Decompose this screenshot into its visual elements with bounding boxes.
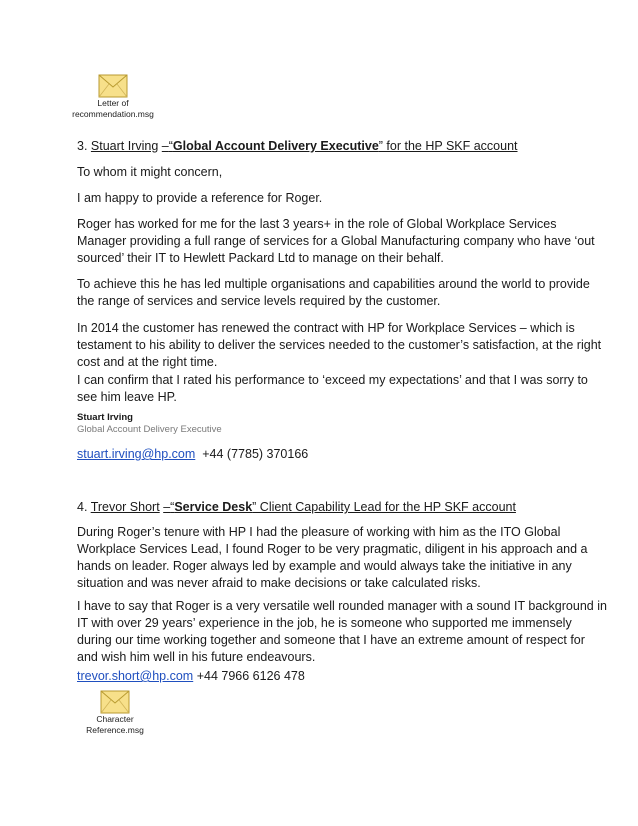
text-line: I have to say that Roger is a very versatile well rounded manager with a sound IT background in — [77, 599, 607, 613]
signature-name: Stuart Irving — [77, 412, 133, 423]
section-number: 4. — [77, 500, 88, 514]
referee-name: Stuart Irving — [90, 139, 159, 153]
heading-quote: “ — [170, 500, 175, 514]
salutation: To whom it might concern, — [77, 165, 223, 179]
referee-role-rest: ” Client Capability Lead for the HP SKF account — [252, 500, 516, 514]
contact-line — [77, 446, 308, 462]
text-line: IT with over 29 years’ experience in the job, he is someone who supported me immensely — [77, 616, 572, 630]
heading-dash: – — [161, 139, 169, 153]
paragraph — [77, 372, 588, 406]
attachment-label-line1: Letter of — [97, 98, 129, 108]
text-line: cost and at the right time. — [77, 355, 218, 369]
text-line: situation and was never afraid to make decisions or take calculated risks. — [77, 576, 481, 590]
text-line: Roger has worked for me for the last 3 years+ in the role of Global Workplace Services — [77, 217, 557, 231]
attachment-label-line2: Reference.msg — [86, 724, 144, 735]
section-3-heading — [77, 138, 518, 154]
section-number: 3. — [77, 139, 88, 153]
text-line: testament to his ability to deliver the services needed to the customer’s satisfaction, at the right — [77, 338, 602, 352]
referee-name: Trevor Short — [90, 500, 160, 514]
text-line: To achieve this he has led multiple organisations and capabilities around the world to provide — [77, 277, 590, 291]
text-line: hands on leader. Roger always led by example and would always take the initiative in any — [77, 559, 572, 573]
text-line: During Roger’s tenure with HP I had the pleasure of working with him as the ITO Global — [77, 525, 561, 539]
envelope-icon — [98, 74, 128, 98]
phone-number: +44 7966 6126 478 — [196, 669, 305, 683]
paragraph — [77, 598, 607, 666]
email-link[interactable]: trevor.short@hp.com — [77, 669, 194, 683]
text-line: see him leave HP. — [77, 390, 177, 404]
section-4-heading — [77, 499, 516, 515]
heading-dash: – — [163, 500, 171, 514]
text-line: the range of services and service levels required by the customer. — [77, 294, 441, 308]
text-line: I can confirm that I rated his performance to ‘exceed my expectations’ and that I was sorry to — [77, 373, 588, 387]
referee-role-rest: ” for the HP SKF account — [378, 139, 518, 153]
paragraph — [77, 216, 595, 267]
paragraph — [77, 276, 590, 310]
attachment-label-line2: recommendation.msg — [72, 108, 154, 119]
attachment-label-line1: Character — [96, 714, 134, 724]
text-line: during our time working together and someone that I have an extreme amount of respect for — [77, 633, 585, 647]
text-line: sourced’ their IT to Hewlett Packard Ltd to manage on their behalf. — [77, 251, 444, 265]
phone-number: +44 (7785) 370166 — [202, 447, 309, 461]
paragraph — [77, 524, 588, 592]
envelope-icon — [100, 690, 130, 714]
attachment-character-reference[interactable] — [80, 690, 150, 735]
referee-role-bold: Service Desk — [174, 500, 253, 514]
signature-title: Global Account Delivery Executive — [77, 424, 222, 435]
paragraph: I am happy to provide a reference for Roger. — [77, 191, 323, 205]
text-line: and wish him well in his future endeavours. — [77, 650, 316, 664]
text-line: Manager providing a full range of services for a Global Manufacturing company who have ‘out — [77, 234, 595, 248]
text-line: In 2014 the customer has renewed the contract with HP for Workplace Services – which is — [77, 321, 575, 335]
email-link[interactable]: stuart.irving@hp.com — [77, 447, 196, 461]
text-line: Workplace Services Lead, I found Roger to be very pragmatic, diligent in his approach and a — [77, 542, 588, 556]
contact-line — [77, 668, 305, 684]
attachment-letter-of-recommendation[interactable] — [70, 74, 156, 119]
heading-quote: “ — [168, 139, 173, 153]
referee-role-bold: Global Account Delivery Executive — [172, 139, 379, 153]
paragraph — [77, 320, 602, 371]
